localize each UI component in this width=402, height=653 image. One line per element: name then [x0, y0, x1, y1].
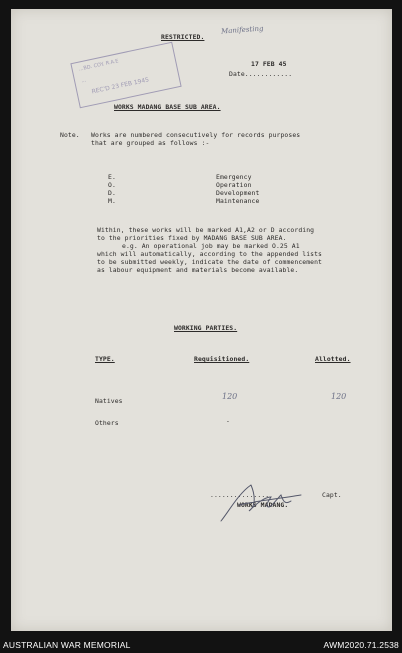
footer-institution: AUSTRALIAN WAR MEMORIAL: [3, 640, 131, 650]
note-line-1: Works are numbered consecutively for records purposes: [91, 131, 301, 139]
category-code-2: O.: [108, 181, 116, 189]
stamp-line-1: ...BD. COY. R.A.E: [78, 58, 120, 73]
date-label: Date............: [229, 70, 293, 78]
row-requisitioned-natives: 120: [222, 392, 238, 401]
document-title: WORKS MADANG BASE SUB AREA.: [114, 103, 221, 111]
working-parties-heading: WORKING PARTIES.: [174, 324, 238, 332]
handwritten-signature: [211, 477, 311, 525]
stamp-line-2: ...: [80, 77, 87, 85]
category-code-3: D.: [108, 189, 116, 197]
row-type-natives: Natives: [95, 397, 123, 405]
paragraph-line-2: to the priorities fixed by MADANG BASE SUB AREA.: [97, 234, 287, 242]
paragraph-line-4: which will automatically, according to the appended lists: [97, 250, 323, 258]
document-page: [11, 9, 392, 631]
row-allotted-natives: 120: [331, 392, 347, 401]
date-value: 17 FEB 45: [251, 60, 287, 68]
paragraph-line-1: Within, these works will be marked A1,A2 or D according: [97, 226, 315, 234]
footer-accession-number: AWM2020.71.2538: [323, 640, 399, 650]
signature-title: WORKS MADANG.: [237, 501, 289, 509]
column-header-allotted: Allotted.: [315, 355, 351, 363]
note-label: Note.: [60, 131, 80, 139]
handwritten-annotation: Manifesting: [220, 24, 264, 36]
classification-heading: RESTRICTED.: [161, 33, 205, 41]
row-type-others: Others: [95, 419, 119, 427]
category-name-4: Maintenance: [216, 197, 260, 205]
category-code-1: E.: [108, 173, 116, 181]
category-code-4: M.: [108, 197, 116, 205]
column-header-type: TYPE.: [95, 355, 115, 363]
paragraph-line-3: e.g. An operational job may be marked O.25 A1: [122, 242, 300, 250]
category-name-3: Development: [216, 189, 260, 197]
received-stamp: [70, 42, 181, 109]
column-header-requisitioned: Requisitioned.: [194, 355, 250, 363]
signature-dots: ...............: [210, 491, 270, 499]
signature-rank: Capt.: [322, 491, 342, 499]
paragraph-line-6: as labour equipment and materials become available.: [97, 266, 299, 274]
row-requisitioned-others: -: [226, 417, 230, 425]
category-name-2: Operation: [216, 181, 252, 189]
stamp-line-3: REC'D 23 FEB 1945: [91, 76, 150, 96]
paragraph-line-5: to be submitted weekly, indicate the date of commencement: [97, 258, 323, 266]
note-line-2: that are grouped as follows :-: [91, 139, 210, 147]
category-name-1: Emergency: [216, 173, 252, 181]
